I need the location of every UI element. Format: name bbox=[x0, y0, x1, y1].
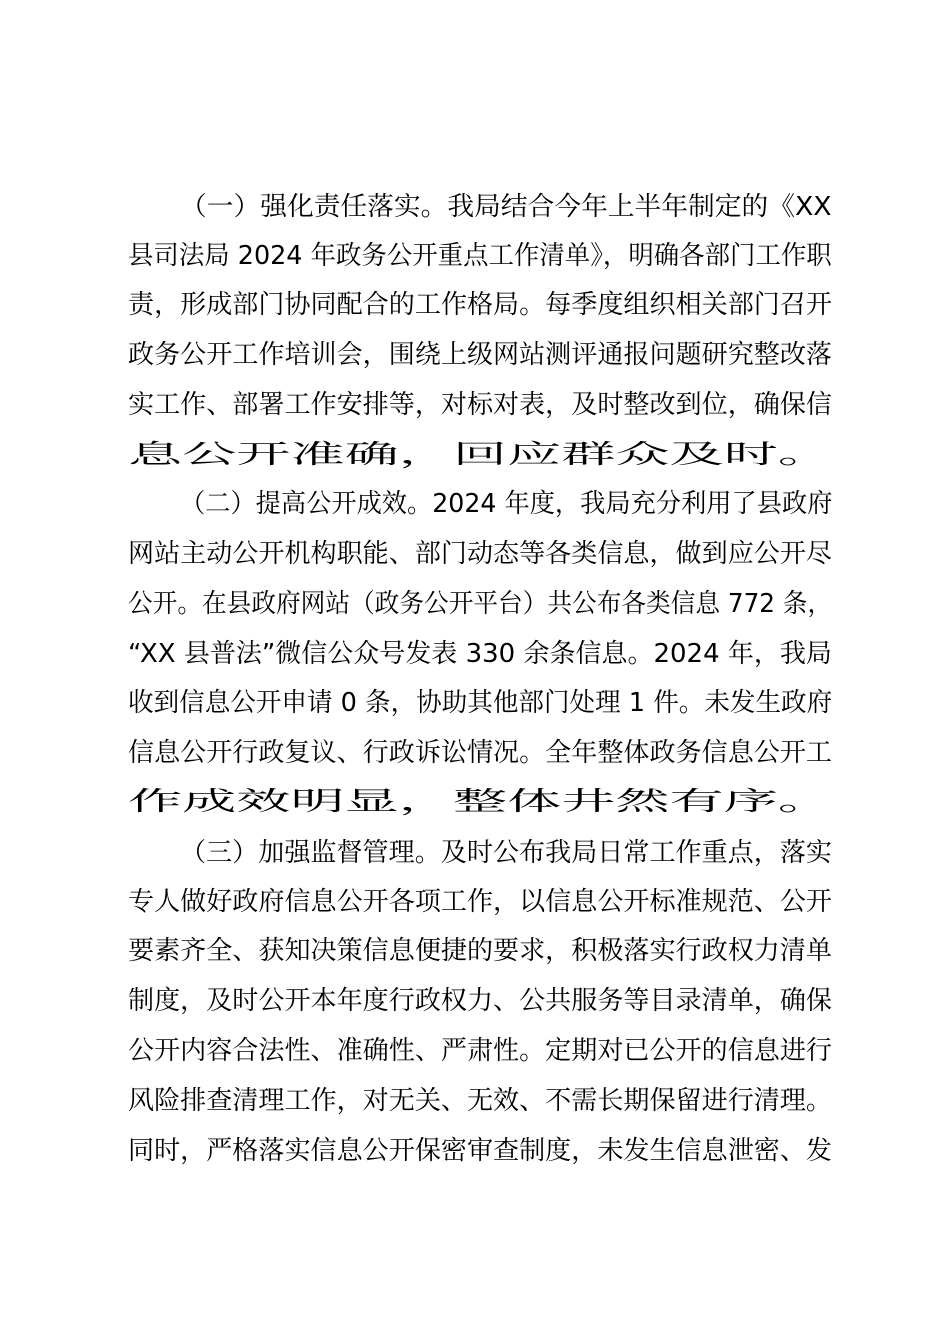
paragraph-2-line-5: 收到信息公开申请 0 条，协助其他部门处理 1 件。未发生政府 bbox=[128, 688, 833, 718]
paragraph-3-line-2: 专人做好政府信息公开各项工作，以信息公开标准规范、公开 bbox=[128, 887, 833, 917]
paragraph-3-line-4: 制度，及时公开本年度行政权力、公共服务等目录清单，确保 bbox=[128, 986, 833, 1016]
paragraph-1-line-5: 实工作、部署工作安排等，对标对表，及时整改到位，确保信 bbox=[128, 390, 833, 420]
paragraph-1-line-6: 息公开准确，回应群众及时。 bbox=[128, 440, 833, 470]
paragraph-2-line-2: 网站主动公开机构职能、部门动态等各类信息，做到应公开尽 bbox=[128, 539, 833, 569]
paragraph-2-line-3: 公开。在县政府网站（政务公开平台）共公布各类信息 772 条， bbox=[128, 589, 833, 619]
paragraph-3-line-6: 风险排查清理工作，对无关、无效、不需长期保留进行清理。 bbox=[128, 1086, 833, 1116]
paragraph-3-line-7: 同时，严格落实信息公开保密审查制度，未发生信息泄密、发 bbox=[128, 1136, 833, 1166]
paragraph-3-line-5: 公开内容合法性、准确性、严肃性。定期对已公开的信息进行 bbox=[128, 1036, 833, 1066]
paragraph-3-line-1: （三）加强监督管理。及时公布我局日常工作重点，落实 bbox=[180, 838, 833, 868]
paragraph-1-line-2: 县司法局 2024 年政务公开重点工作清单》，明确各部门工作职 bbox=[128, 241, 832, 271]
paragraph-3-line-3: 要素齐全、获知决策信息便捷的要求，积极落实行政权力清单 bbox=[128, 936, 833, 966]
paragraph-2-line-6: 信息公开行政复议、行政诉讼情况。全年整体政务信息公开工 bbox=[128, 738, 833, 768]
paragraph-2-line-7: 作成效明显，整体井然有序。 bbox=[128, 787, 833, 817]
paragraph-2-line-1: （二）提高公开成效。2024 年度，我局充分利用了县政府 bbox=[180, 489, 833, 519]
paragraph-1-line-1: （一）强化责任落实。我局结合今年上半年制定的《XX bbox=[180, 192, 832, 222]
paragraph-1-line-4: 政务公开工作培训会，围绕上级网站测评通报问题研究整改落 bbox=[128, 340, 833, 370]
paragraph-1-line-3: 责，形成部门协同配合的工作格局。每季度组织相关部门召开 bbox=[128, 290, 833, 320]
paragraph-2-line-4: “XX 县普法”微信公众号发表 330 余条信息。2024 年，我局 bbox=[128, 639, 832, 669]
